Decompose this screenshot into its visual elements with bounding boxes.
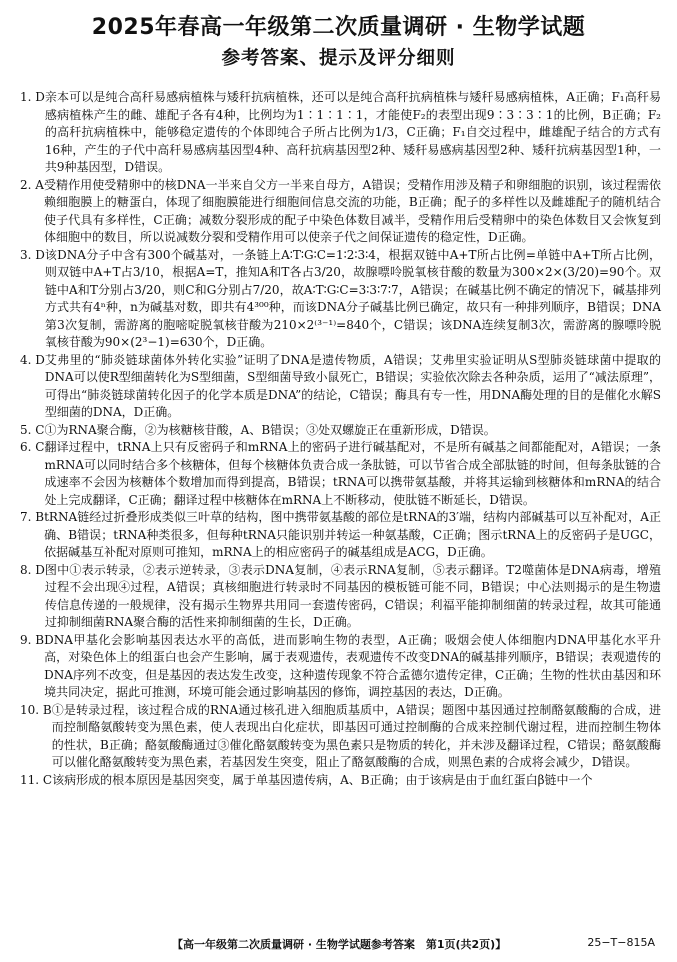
answer-item-4: [20, 352, 661, 422]
answer-item-2: [20, 177, 661, 247]
answer-number: 4. D: [20, 352, 45, 367]
answer-number: 5. C: [20, 422, 45, 437]
footer-doc-code: 25−T−815A: [587, 936, 655, 949]
answer-item-11: [20, 772, 661, 790]
answer-explanation: 艾弗里的“肺炎链球菌体外转化实验”证明了DNA是遗传物质，A错误；艾弗里实验证明从S型肺炎链球菌中提取的DNA可以使R型细菌转化为S型细菌，S型细菌导致小鼠死亡，B错误；实验依次除去各种杂质，运用了“减法原理”，可得出“肺炎链球菌转化因子的化学本质是DNA”的结论，C错误；酶具有专一性，用DNA酶处理的目的是催化水解S型细菌的DNA，D正确。: [44, 352, 661, 419]
answer-item-1: [20, 89, 661, 177]
answer-explanation: ①为RNA聚合酶，②为核糖核苷酸，A、B错误；③处双螺旋正在重新形成，D错误。: [44, 422, 496, 437]
answer-explanation: 该DNA分子中含有300个碱基对，一条链上A∶T∶G∶C=1∶2∶3∶4，根据双链中A+T所占比例=单链中A+T所占比例，则双链中A+T占3/10，根据A=T，推知A和T各占3/20，故腺嘌呤脱氧核苷酸的数量为300×2×(3/20)=90个。双链中A和T分别占3/20，则C和G分别占7/20，故A∶T∶G∶C=3∶3∶7∶7，A错误；在碱基比例不确定的情况下，碱基排列方式共有4ⁿ种，n为碱基对数，即共有4³⁰⁰种，而该DNA分子碱基比例已确定，故只有一种排列顺序，B错误；DNA第3次复制，需游离的胞嘧啶脱氧核苷酸为210×2⁽³⁻¹⁾=840个，C错误；该DNA连续复制3次，需游离的腺嘌呤脱氧核苷酸为90×(2³−1)=630个，D正确。: [44, 247, 661, 349]
answer-list: [20, 89, 661, 789]
answer-item-9: [20, 632, 661, 702]
page-subtitle: 参考答案、提示及评分细则: [221, 48, 456, 69]
answer-number: 7. B: [20, 510, 45, 524]
answer-item-5: [20, 422, 661, 440]
answer-explanation: 该病形成的根本原因是基因突变，属于单基因遗传病，A、B正确；由于该病是由于血红蛋白β链中一个: [52, 772, 593, 787]
answer-number: 8. D: [20, 562, 45, 577]
answer-item-8: [20, 562, 661, 632]
answer-number: 1. D: [20, 90, 45, 104]
answer-number: 3. D: [20, 247, 45, 262]
answer-number: 11. C: [20, 772, 53, 787]
answer-item-6: [20, 439, 661, 509]
answer-explanation: DNA甲基化会影响基因表达水平的高低，进而影响生物的表型，A正确；吸烟会使人体细胞内DNA甲基化水平升高，对染色体上的组蛋白也会产生影响，属于表观遗传，表观遗传不改变DNA的碱基排列顺序，B错误；表观遗传的DNA序列不改变，但是基因的表达发生改变，这种遗传现象不符合孟德尔遗传定律，C正确；生物的性状由基因和环境共同决定，据此可推测，环境可能会通过影响基因的修饰，调控基因的表达，D正确。: [44, 632, 661, 699]
answer-explanation: 亲本可以是纯合高秆易感病植株与矮秆抗病植株，还可以是纯合高秆抗病植株与矮秆易感病植株，A正确；F₁高秆易感病植株产生的雌、雄配子各有4种，比例均为1∶1∶1∶1，才能使F₂的表型出现9∶3∶3∶1的比例，B正确；F₂的高秆抗病植株中，能够稳定遗传的个体即纯合子所占比例为1/3，C正确；F₁自交过程中，雌雄配子结合的方式有16种，产生的子代中高秆易感病基因型4种、高秆抗病基因型2种、矮秆易感病基因型2种、矮秆抗病基因型1种，一共9种基因型，D错误。: [44, 90, 661, 174]
answer-explanation: ①是转录过程，该过程合成的RNA通过核孔进入细胞质基质中，A错误；题图中基因通过控制酪氨酸酶的合成，进而控制酪氨酸转变为黑色素，使人表现出白化症状，即基因可通过控制酶的合成来控制代谢过程，进而控制生物体的性状，B正确；酪氨酸酶通过③催化酪氨酸转变为黑色素只是物质的转化，并未涉及翻译过程，C错误；酪氨酸酶可以催化酪氨酸转变为黑色素，若基因发生突变，阻止了酪氨酸酶的合成，则黑色素的合成将会减少，D错误。: [51, 702, 661, 769]
answer-number: 6. C: [20, 440, 45, 454]
answer-number: 10. B: [20, 702, 52, 717]
answer-item-3: [20, 247, 661, 352]
answer-explanation: 图中①表示转录，②表示逆转录，③表示DNA复制，④表示RNA复制，⑤表示翻译。T2噬菌体是DNA病毒，增殖过程不会出现④过程，A错误；真核细胞进行转录时不同基因的模板链可能不同，B错误；中心法则揭示的是生物遗传信息传递的一般规律，没有揭示生物界共用同一套遗传密码，C错误；利福平能抑制细菌的转录过程，故其可能通过抑制细菌RNA聚合酶的活性来抑制细菌的生长，D正确。: [44, 562, 661, 629]
page-title: 2025年春高一年级第二次质量调研 · 生物学试题: [91, 15, 586, 40]
answer-explanation: tRNA链经过折叠形成类似三叶草的结构，图中携带氨基酸的部位是tRNA的3′端，结构内部碱基可以互补配对，A正确、B错误；tRNA种类很多，但每种tRNA只能识别并转运一种氨基酸，C正确；图示tRNA上的反密码子是UGC，依据碱基互补配对原则可推知，mRNA上的相应密码子的碱基组成是ACG，D正确。: [44, 510, 661, 559]
answer-number: 2. A: [20, 177, 44, 192]
answer-explanation: 受精作用使受精卵中的核DNA一半来自父方一半来自母方，A错误；受精作用涉及精子和卵细胞的识别，该过程需依赖细胞膜上的糖蛋白，体现了细胞膜能进行细胞间信息交流的功能，B正确；配子的多样性以及雌雄配子的随机结合使子代具有多样性，C正确；减数分裂形成的配子中染色体数目减半，受精作用后受精卵中的染色体数目又会恢复到体细胞中的数目，所以说减数分裂和受精作用可以使亲子代之间保证遗传的稳定性，D正确。: [43, 177, 661, 244]
answer-explanation: 翻译过程中，tRNA上只有反密码子和mRNA上的密码子进行碱基配对，不是所有碱基之间都能配对，A错误；一条mRNA可以同时结合多个核糖体，但每个核糖体负责合成一条肽链，可以节省合成全部肽链的时间，但每条肽链的合成速率不会因为核糖体个数增加而得到提高，B错误；tRNA可以携带氨基酸，并将其运输到核糖体和mRNA的结合处上完成翻译，C正确；翻译过程中核糖体在mRNA上不断移动，使肽链不断延长，D错误。: [44, 440, 661, 507]
answer-number: 9. B: [20, 632, 45, 647]
answer-item-7: [20, 509, 661, 562]
answer-item-10: [20, 702, 661, 772]
footer-page-info: 【高一年级第二次质量调研 · 生物学试题参考答案 第1页(共2页)】: [172, 938, 507, 951]
